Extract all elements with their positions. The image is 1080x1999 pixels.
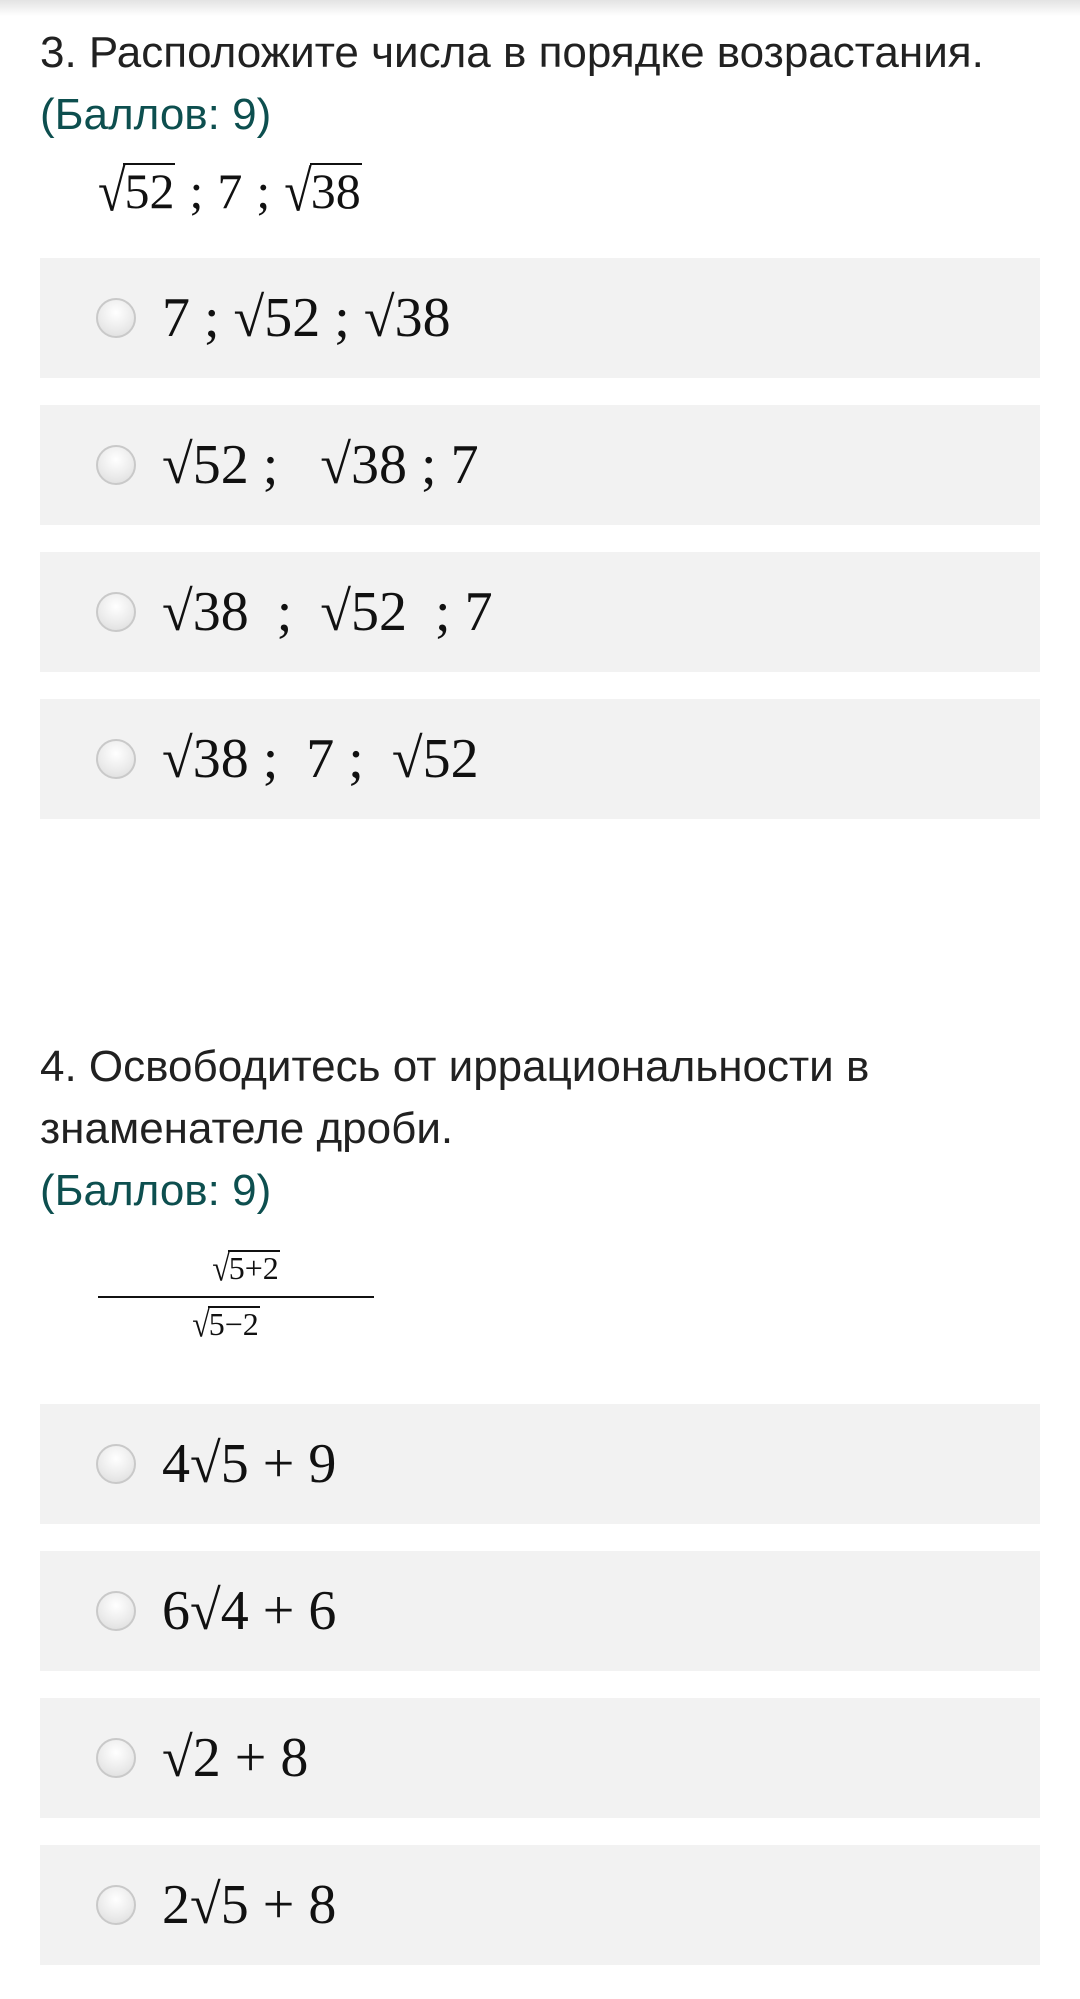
separator: ;	[256, 163, 271, 219]
question-points: (Баллов: 9)	[40, 90, 272, 139]
radicand: 52	[124, 163, 175, 219]
sqrt-expression: √52	[98, 158, 175, 224]
question-title: 3. Расположите числа в порядке возрастания.	[40, 28, 984, 77]
radio-button[interactable]	[96, 1591, 136, 1631]
option-label: 4√5 + 9	[162, 1433, 337, 1495]
fraction	[98, 1248, 374, 1344]
question-expression-image	[40, 146, 1040, 246]
radio-button[interactable]	[96, 1885, 136, 1925]
answer-option[interactable]	[40, 1404, 1040, 1524]
question-3	[40, 22, 1040, 846]
radio-button[interactable]	[96, 739, 136, 779]
fraction-bar	[98, 1296, 374, 1298]
separator: ;	[189, 163, 204, 219]
sqrt-expression: √38	[284, 158, 361, 224]
denominator-value: 5−2	[208, 1306, 259, 1342]
answer-option[interactable]	[40, 699, 1040, 819]
radio-button[interactable]	[96, 1444, 136, 1484]
option-label: 6√4 + 6	[162, 1580, 337, 1642]
option-label: √38 ; √52 ; 7	[162, 581, 493, 643]
answer-option[interactable]	[40, 1845, 1040, 1965]
answer-option[interactable]	[40, 258, 1040, 378]
question-points: (Баллов: 9)	[40, 1166, 272, 1215]
option-label: 7 ; √52 ; √38	[162, 287, 451, 349]
fraction-denominator: √5−2	[192, 1303, 259, 1345]
answer-option[interactable]	[40, 405, 1040, 525]
radio-button[interactable]	[96, 592, 136, 632]
radicand: 38	[310, 163, 361, 219]
question-4	[40, 1036, 1040, 1992]
answer-option[interactable]	[40, 1698, 1040, 1818]
answer-options	[40, 258, 1040, 819]
answer-option[interactable]	[40, 552, 1040, 672]
answer-option[interactable]	[40, 1551, 1040, 1671]
option-label: √38 ; 7 ; √52	[162, 728, 479, 790]
number: 7	[217, 163, 243, 219]
radio-button[interactable]	[96, 445, 136, 485]
option-label: 2√5 + 8	[162, 1874, 337, 1936]
radio-button[interactable]	[96, 298, 136, 338]
fraction-numerator: √5+2	[212, 1247, 279, 1289]
numerator-value: 5+2	[228, 1250, 279, 1286]
question-fraction-image	[40, 1232, 1040, 1392]
radio-button[interactable]	[96, 1738, 136, 1778]
option-label: √52 ; √38 ; 7	[162, 434, 479, 496]
top-shadow	[0, 0, 1080, 16]
option-label: √2 + 8	[162, 1727, 309, 1789]
question-title: 4. Освободитесь от иррациональности в знаменателе дроби.	[40, 1042, 870, 1153]
answer-options	[40, 1404, 1040, 1965]
